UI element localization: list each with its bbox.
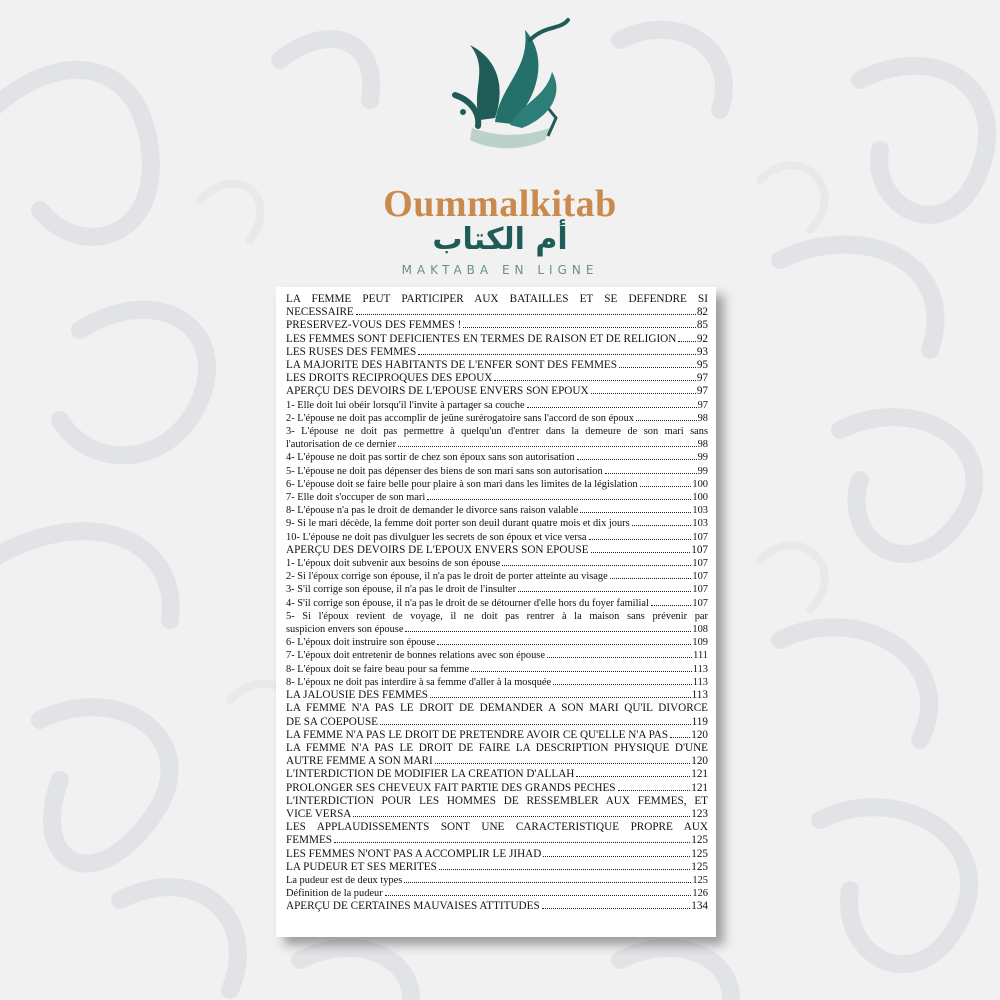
toc-page-number: 123 — [691, 807, 708, 820]
toc-page-number: 85 — [696, 319, 708, 332]
toc-entry-title-line2: suspicion envers son épouse — [286, 624, 404, 636]
toc-entry-row — [286, 676, 708, 689]
toc-page-number: 97 — [697, 399, 708, 411]
toc-page-number: 120 — [691, 728, 708, 741]
toc-entry-title-line2: AUTRE FEMME A SON MARI — [286, 755, 433, 768]
toc-entry-title: 9- Si le mari décède, la femme doit porter son deuil durant quatre mois et dix jours — [286, 518, 630, 530]
toc-entry-title: 7- L'époux doit entretenir de bonnes relations avec son épouse — [286, 650, 545, 662]
toc-entry-row — [286, 346, 708, 359]
toc-entry — [286, 412, 708, 425]
dot-leader — [427, 499, 691, 500]
dot-leader — [589, 539, 692, 540]
dot-leader — [542, 908, 691, 909]
toc-entry-line2 — [286, 438, 708, 451]
toc-entry-line2 — [286, 834, 708, 847]
dot-leader — [591, 393, 696, 394]
toc-entry — [286, 319, 708, 332]
toc-page-number: 82 — [696, 306, 708, 319]
toc-page-number: 100 — [692, 492, 708, 504]
toc-page-number: 113 — [692, 676, 708, 688]
dot-leader — [435, 763, 691, 764]
toc-entry-line2 — [286, 716, 708, 729]
toc-entry-title: LES RUSES DES FEMMES — [286, 345, 417, 358]
toc-entry-row — [286, 636, 708, 649]
toc-page-number: 109 — [692, 637, 708, 649]
toc-entry — [286, 425, 708, 451]
toc-entry-row — [286, 359, 708, 372]
toc-entry-line2 — [286, 306, 708, 319]
toc-entry-title-line1: LA FEMME N'A PAS LE DROIT DE FAIRE LA DESCRIPTION PHYSIQUE D'UNE — [286, 741, 708, 754]
toc-entry-row — [286, 491, 708, 504]
toc-page-number: 125 — [691, 834, 708, 847]
toc-entry-row — [286, 333, 708, 346]
toc-entry-title: 8- L'épouse n'a pas le droit de demander le divorce sans raison valable — [286, 505, 579, 517]
toc-entry-title: PRESERVEZ-VOUS DES FEMMES ! — [286, 319, 462, 332]
toc-entry — [286, 676, 708, 689]
toc-page-number: 95 — [696, 359, 708, 372]
dot-leader — [471, 671, 692, 672]
dot-leader — [405, 631, 691, 632]
toc-entry-title: 2- Si l'époux corrige son épouse, il n'a pas le droit de porter atteinte au visage — [286, 571, 608, 583]
toc-entry — [286, 293, 708, 319]
toc-entry-title: 6- L'épouse doit se faire belle pour plaire à son mari dans les limites de la législation — [286, 478, 638, 490]
toc-page-number: 107 — [692, 571, 708, 583]
toc-entry-row — [286, 848, 708, 861]
toc-page-number: 111 — [693, 650, 708, 662]
toc-entry — [286, 385, 708, 398]
toc-entry-title: Définition de la pudeur — [286, 888, 383, 900]
toc-page-number: 97 — [696, 372, 708, 385]
toc-entry — [286, 583, 708, 596]
dot-leader — [553, 684, 692, 685]
dot-leader — [502, 565, 691, 566]
toc-entry-row — [286, 874, 708, 887]
toc-entry — [286, 544, 708, 557]
dot-leader — [678, 341, 695, 342]
toc-entry-row — [286, 900, 708, 913]
toc-entry-row — [286, 319, 708, 332]
toc-entry-title: 7- Elle doit s'occuper de son mari — [286, 492, 426, 504]
toc-entry-title: APERÇU DES DEVOIRS DE L'EPOUSE ENVERS SON EPOUX — [286, 385, 589, 398]
toc-entry-title: PROLONGER SES CHEVEUX FAIT PARTIE DES GRANDS PECHES — [286, 781, 616, 794]
toc-entry — [286, 610, 708, 636]
toc-entry — [286, 689, 708, 702]
toc-entry-row — [286, 465, 708, 478]
toc-entry — [286, 782, 708, 795]
toc-entry-row — [286, 372, 708, 385]
toc-entry-title: 5- L'épouse ne doit pas dépenser des biens de son mari sans son autorisation — [286, 465, 603, 477]
toc-entry-row — [286, 544, 708, 557]
toc-entry-title-line1: L'INTERDICTION POUR LES HOMMES DE RESSEMBLER AUX FEMMES, ET — [286, 794, 708, 807]
toc-entry-row — [286, 451, 708, 464]
dot-leader — [404, 882, 691, 883]
dot-leader — [439, 869, 690, 870]
toc-entry-row — [286, 768, 708, 781]
toc-entry — [286, 900, 708, 913]
toc-entry — [286, 504, 708, 517]
toc-entry — [286, 399, 708, 412]
toc-entry — [286, 359, 708, 372]
toc-entry-title: LES FEMMES N'ONT PAS A ACCOMPLIR LE JIHAD — [286, 847, 542, 860]
toc-entry-title-line1: 3- L'épouse ne doit pas permettre à quelqu'un d'entrer dans la demeure de son mari sans — [286, 426, 708, 438]
toc-entry-row — [286, 557, 708, 570]
dot-leader — [356, 314, 696, 315]
dot-leader — [385, 895, 692, 896]
toc-entry-title: 6- L'époux doit instruire son épouse — [286, 637, 436, 649]
toc-entry — [286, 861, 708, 874]
toc-entry — [286, 663, 708, 676]
toc-page-number: 107 — [692, 584, 708, 596]
toc-page-number: 103 — [692, 518, 708, 530]
dot-leader — [418, 354, 696, 355]
toc-entry-title-line2: NECESSAIRE — [286, 306, 354, 319]
toc-entry — [286, 887, 708, 900]
toc-entry-title-line2: DE SA COEPOUSE — [286, 715, 379, 728]
toc-page-number: 121 — [691, 768, 708, 781]
dot-leader — [543, 856, 690, 857]
toc-entry-row — [286, 517, 708, 530]
toc-entry-title: LA MAJORITE DES HABITANTS DE L'ENFER SONT DES FEMMES — [286, 359, 617, 372]
toc-page-number: 134 — [691, 900, 708, 913]
toc-entry-title: 8- L'époux doit se faire beau pour sa femme — [286, 663, 470, 675]
dot-leader — [334, 842, 690, 843]
dot-leader — [632, 525, 692, 526]
toc-entry — [286, 795, 708, 821]
toc-entry — [286, 702, 708, 728]
dot-leader — [591, 552, 691, 553]
dot-leader — [437, 644, 691, 645]
toc-entry-title-line1: LA FEMME PEUT PARTICIPER AUX BATAILLES ET SE DEFENDRE SI — [286, 293, 708, 305]
toc-page-number: 113 — [692, 663, 708, 675]
toc-page-number: 107 — [692, 597, 708, 609]
dot-leader — [547, 657, 692, 658]
toc-page-number: 125 — [692, 874, 708, 886]
toc-entry-row — [286, 597, 708, 610]
toc-entry — [286, 597, 708, 610]
toc-page-number: 119 — [691, 715, 708, 728]
toc-entry — [286, 570, 708, 583]
brand-name-latin: Oummalkitab — [383, 183, 617, 225]
toc-page-number: 99 — [697, 452, 708, 464]
toc-page-number: 108 — [692, 624, 708, 636]
dot-leader — [640, 486, 692, 487]
toc-entry-row — [286, 412, 708, 425]
toc-page-number: 107 — [691, 543, 708, 556]
toc-entry-row — [286, 729, 708, 742]
toc-entry-title-line2: VICE VERSA — [286, 807, 352, 820]
toc-page-number: 125 — [691, 847, 708, 860]
toc-entry-row — [286, 531, 708, 544]
toc-entry — [286, 848, 708, 861]
toc-entry — [286, 491, 708, 504]
toc-entry-title-line2: l'autorisation de ce dernier — [286, 439, 397, 451]
toc-entry — [286, 372, 708, 385]
toc-page-number: 98 — [697, 412, 708, 424]
toc-entry — [286, 531, 708, 544]
dot-leader — [430, 697, 691, 698]
toc-entry-title: LA PUDEUR ET SES MERITES — [286, 860, 437, 873]
dot-leader — [527, 407, 697, 408]
toc-page-number: 113 — [691, 689, 708, 702]
toc-entry-row — [286, 887, 708, 900]
toc-entry-row — [286, 399, 708, 412]
toc-list — [286, 293, 708, 914]
toc-page-number: 93 — [696, 345, 708, 358]
toc-entry — [286, 478, 708, 491]
dot-leader — [619, 367, 696, 368]
dot-leader — [580, 512, 691, 513]
toc-entry-title: 1- Elle doit lui obéir lorsqu'il l'invite à partager sa couche — [286, 399, 525, 411]
toc-entry-row — [286, 504, 708, 517]
toc-page-number: 97 — [696, 385, 708, 398]
toc-entry-title: LES FEMMES SONT DEFICIENTES EN TERMES DE RAISON ET DE RELIGION — [286, 332, 677, 345]
toc-page-number: 107 — [692, 558, 708, 570]
brand-tagline: MAKTABA EN LIGNE — [401, 263, 599, 277]
toc-entry-title-line1: LA FEMME N'A PAS LE DROIT DE DEMANDER A SON MARI QU'IL DIVORCE — [286, 702, 708, 715]
toc-entry — [286, 451, 708, 464]
toc-entry-title: 10- L'épouse ne doit pas divulguer les secrets de son époux et vice versa — [286, 531, 587, 543]
toc-entry-row — [286, 583, 708, 596]
toc-entry-row — [286, 782, 708, 795]
toc-entry-row — [286, 649, 708, 662]
toc-entry-line2 — [286, 755, 708, 768]
toc-entry-title: 4- L'épouse ne doit pas sortir de chez son époux sans son autorisation — [286, 452, 575, 464]
toc-entry — [286, 517, 708, 530]
toc-entry-title-line1: LES APPLAUDISSEMENTS SONT UNE CARACTERISTIQUE PROPRE AUX — [286, 821, 708, 834]
toc-entry-title-line2: FEMMES — [286, 834, 333, 847]
dot-leader — [494, 380, 695, 381]
toc-entry-title-line1: 5- Si l'époux revient de voyage, il ne doit pas rentrer à la maison sans prévenir par — [286, 610, 708, 622]
toc-page-number: 126 — [692, 888, 708, 900]
toc-entry — [286, 768, 708, 781]
toc-entry — [286, 465, 708, 478]
dot-leader — [576, 776, 690, 777]
dot-leader — [651, 605, 692, 606]
toc-entry-row — [286, 689, 708, 702]
toc-entry-line2 — [286, 623, 708, 636]
toc-entry-title: 1- L'époux doit subvenir aux besoins de son épouse — [286, 558, 501, 570]
toc-entry-title: L'INTERDICTION DE MODIFIER LA CREATION D'ALLAH — [286, 768, 575, 781]
dot-leader — [398, 446, 697, 447]
toc-entry — [286, 742, 708, 768]
dot-leader — [605, 473, 697, 474]
toc-page-number: 92 — [696, 332, 708, 345]
dot-leader — [577, 459, 697, 460]
toc-entry-title: 8- L'époux ne doit pas interdire à sa femme d'aller à la mosquée — [286, 676, 552, 688]
dot-leader — [380, 724, 691, 725]
dot-leader — [518, 591, 691, 592]
toc-page-number: 125 — [691, 860, 708, 873]
toc-entry — [286, 557, 708, 570]
toc-entry — [286, 649, 708, 662]
toc-entry — [286, 346, 708, 359]
dot-leader — [670, 737, 690, 738]
toc-page-number: 121 — [691, 781, 708, 794]
toc-entry-row — [286, 861, 708, 874]
toc-entry-line2 — [286, 808, 708, 821]
dot-leader — [636, 420, 697, 421]
toc-entry-title: APERÇU DE CERTAINES MAUVAISES ATTITUDES — [286, 900, 540, 913]
toc-page-number: 100 — [692, 478, 708, 490]
toc-entry-title: LA FEMME N'A PAS LE DROIT DE PRETENDRE AVOIR CE QU'ELLE N'A PAS — [286, 728, 669, 741]
toc-entry-row — [286, 385, 708, 398]
toc-entry-title: 2- L'épouse ne doit pas accomplir de jeûne surérogatoire sans l'accord de son époux — [286, 412, 634, 424]
toc-entry-title: LA JALOUSIE DES FEMMES — [286, 689, 429, 702]
toc-page-number: 98 — [697, 439, 708, 451]
brand-name-arabic: أم الكتاب — [432, 222, 568, 257]
dot-leader — [353, 816, 690, 817]
dot-leader — [610, 578, 692, 579]
toc-entry-title: La pudeur est de deux types — [286, 874, 403, 886]
dot-leader — [618, 790, 691, 791]
toc-page-number: 99 — [697, 465, 708, 477]
toc-entry-title: APERÇU DES DEVOIRS DE L'EPOUX ENVERS SON EPOUSE — [286, 543, 589, 556]
toc-entry — [286, 333, 708, 346]
toc-entry-title: 4- S'il corrige son épouse, il n'a pas le droit de se détourner d'elle hors du foyer familial — [286, 597, 649, 609]
toc-entry — [286, 821, 708, 847]
toc-entry — [286, 636, 708, 649]
dot-leader — [463, 327, 695, 328]
toc-page-number: 120 — [691, 755, 708, 768]
table-of-contents-page — [276, 287, 716, 937]
toc-entry-row — [286, 478, 708, 491]
toc-entry — [286, 729, 708, 742]
toc-entry-title: LES DROITS RECIPROQUES DES EPOUX — [286, 372, 493, 385]
toc-entry — [286, 874, 708, 887]
toc-page-number: 103 — [692, 505, 708, 517]
toc-entry-title: 3- S'il corrige son épouse, il n'a pas le droit de l'insulter — [286, 584, 517, 596]
toc-entry-row — [286, 663, 708, 676]
toc-entry-row — [286, 570, 708, 583]
toc-page-number: 107 — [692, 531, 708, 543]
